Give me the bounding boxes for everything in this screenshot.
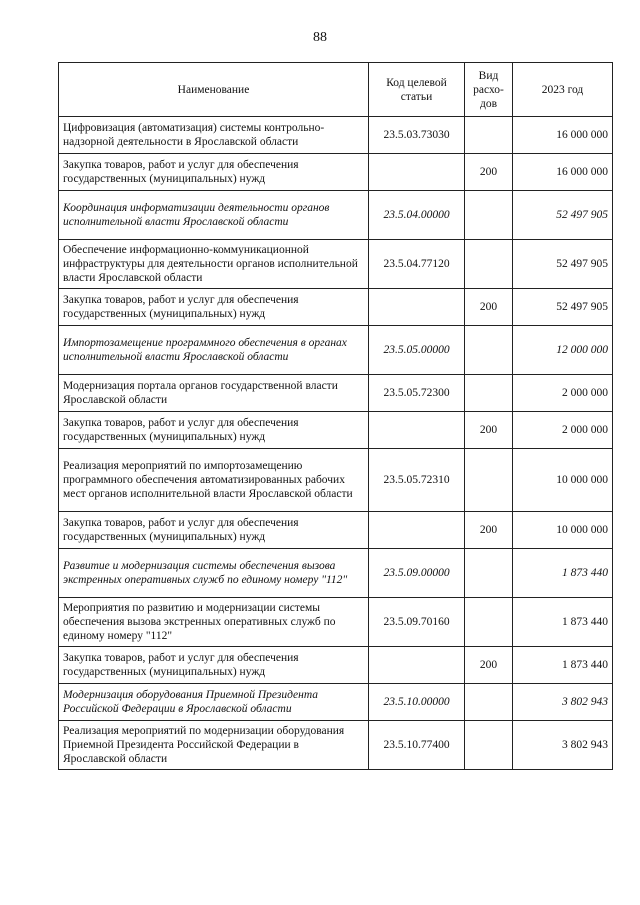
- row-amount: 16 000 000: [513, 154, 613, 191]
- row-name: Реализация мероприятий по импортозамещению программного обеспечения автоматизированных рабочих мест органов исполнительной власти Ярославской области: [59, 449, 369, 512]
- row-name: Координация информатизации деятельности органов исполнительной власти Ярославской области: [59, 191, 369, 240]
- table-row: [59, 117, 613, 154]
- budget-table: [58, 62, 613, 770]
- table-row: [59, 412, 613, 449]
- row-code: 23.5.09.70160: [369, 598, 465, 647]
- row-kind: 200: [465, 412, 513, 449]
- row-amount: 3 802 943: [513, 684, 613, 721]
- row-kind: [465, 240, 513, 289]
- row-kind: [465, 191, 513, 240]
- table-row: [59, 289, 613, 326]
- row-name: Обеспечение информационно-коммуникационной инфраструктуры для деятельности органов исполнительной власти Ярославской области: [59, 240, 369, 289]
- row-code: 23.5.04.00000: [369, 191, 465, 240]
- row-name: Импортозамещение программного обеспечения в органах исполнительной власти Ярославской области: [59, 326, 369, 375]
- row-code: [369, 412, 465, 449]
- row-name: Развитие и модернизация системы обеспечения вызова экстренных оперативных служб по единому номеру "112": [59, 549, 369, 598]
- row-amount: 1 873 440: [513, 598, 613, 647]
- row-code: [369, 647, 465, 684]
- row-amount: 52 497 905: [513, 191, 613, 240]
- row-kind: 200: [465, 647, 513, 684]
- row-code: 23.5.05.72300: [369, 375, 465, 412]
- row-code: 23.5.05.00000: [369, 326, 465, 375]
- table-row: [59, 684, 613, 721]
- row-kind: [465, 549, 513, 598]
- row-amount: 2 000 000: [513, 375, 613, 412]
- header-year: 2023 год: [513, 63, 613, 117]
- row-code: [369, 154, 465, 191]
- row-name: Модернизация портала органов государственной власти Ярославской области: [59, 375, 369, 412]
- header-code: Код целевой статьи: [369, 63, 465, 117]
- row-name: Закупка товаров, работ и услуг для обеспечения государственных (муниципальных) нужд: [59, 412, 369, 449]
- table-header-row: [59, 63, 613, 117]
- row-kind: 200: [465, 289, 513, 326]
- table-row: [59, 191, 613, 240]
- table-row: [59, 154, 613, 191]
- row-code: 23.5.10.00000: [369, 684, 465, 721]
- row-kind: 200: [465, 512, 513, 549]
- row-amount: 1 873 440: [513, 549, 613, 598]
- table-row: [59, 721, 613, 770]
- row-code: 23.5.09.00000: [369, 549, 465, 598]
- row-amount: 1 873 440: [513, 647, 613, 684]
- row-code: [369, 512, 465, 549]
- row-amount: 10 000 000: [513, 512, 613, 549]
- table-row: [59, 549, 613, 598]
- row-amount: 16 000 000: [513, 117, 613, 154]
- table-row: [59, 512, 613, 549]
- row-amount: 52 497 905: [513, 240, 613, 289]
- row-kind: 200: [465, 154, 513, 191]
- row-name: Цифровизация (автоматизация) системы контрольно-надзорной деятельности в Ярославской области: [59, 117, 369, 154]
- row-name: Закупка товаров, работ и услуг для обеспечения государственных (муниципальных) нужд: [59, 512, 369, 549]
- page-number: 88: [313, 30, 327, 45]
- row-code: 23.5.04.77120: [369, 240, 465, 289]
- row-name: Реализация мероприятий по модернизации оборудования Приемной Президента Российской Федерации в Ярославской области: [59, 721, 369, 770]
- row-amount: 3 802 943: [513, 721, 613, 770]
- row-kind: [465, 375, 513, 412]
- row-amount: 12 000 000: [513, 326, 613, 375]
- table-row: [59, 449, 613, 512]
- table-row: [59, 598, 613, 647]
- header-name: Наименование: [59, 63, 369, 117]
- row-name: Закупка товаров, работ и услуг для обеспечения государственных (муниципальных) нужд: [59, 154, 369, 191]
- row-kind: [465, 449, 513, 512]
- row-amount: 52 497 905: [513, 289, 613, 326]
- row-kind: [465, 598, 513, 647]
- row-code: 23.5.03.73030: [369, 117, 465, 154]
- table-row: [59, 375, 613, 412]
- row-amount: 10 000 000: [513, 449, 613, 512]
- row-code: 23.5.10.77400: [369, 721, 465, 770]
- table-row: [59, 240, 613, 289]
- row-code: 23.5.05.72310: [369, 449, 465, 512]
- row-amount: 2 000 000: [513, 412, 613, 449]
- row-name: Модернизация оборудования Приемной Президента Российской Федерации в Ярославской области: [59, 684, 369, 721]
- row-kind: [465, 684, 513, 721]
- header-kind: Вид расхо-дов: [465, 63, 513, 117]
- row-kind: [465, 326, 513, 375]
- row-name: Мероприятия по развитию и модернизации системы обеспечения вызова экстренных оперативных служб по единому номеру "112": [59, 598, 369, 647]
- row-code: [369, 289, 465, 326]
- table-row: [59, 326, 613, 375]
- row-kind: [465, 721, 513, 770]
- row-kind: [465, 117, 513, 154]
- table-row: [59, 647, 613, 684]
- row-name: Закупка товаров, работ и услуг для обеспечения государственных (муниципальных) нужд: [59, 647, 369, 684]
- row-name: Закупка товаров, работ и услуг для обеспечения государственных (муниципальных) нужд: [59, 289, 369, 326]
